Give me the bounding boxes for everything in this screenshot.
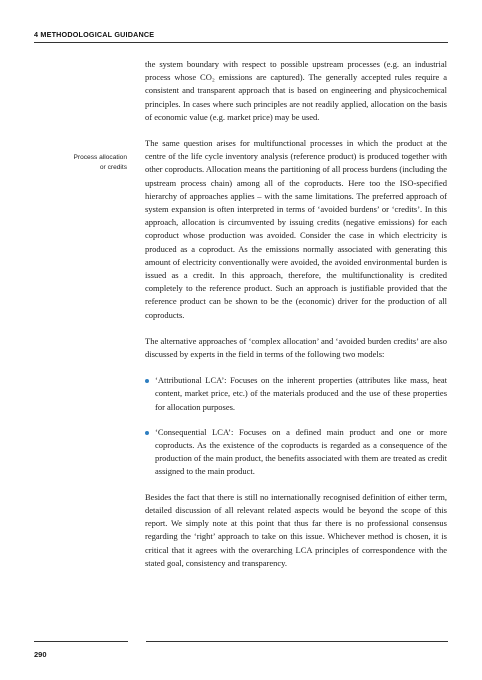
- list-item-text: ‘Consequential LCA’: Focuses on a defined main product and one or more coproducts. As the existence of the coproducts is regarded as a consequence of the production of the main product, the benefits associated with them are treated as credit assigned to the main product.: [155, 426, 447, 477]
- page-number: 290: [34, 650, 47, 659]
- paragraph-4: Besides the fact that there is still no internationally recognised definition of either term, detailed discussion of all relevant related aspects would be beyond the scope of this report. We simply note at this point that thus far there is no professional consensus regarding the ‘right’ approach to take on this issue. Whichever method is chosen, it is critical that it agrees with the overarching LCA principles of correspondence with the stated goal, consistency and transparency.: [145, 491, 447, 568]
- footer-rule-left: [34, 641, 128, 642]
- list-item: [145, 426, 447, 479]
- list-item: [145, 374, 447, 414]
- margin-note: [46, 153, 127, 173]
- bullet-icon: [145, 379, 149, 383]
- main-text-column: [145, 58, 447, 570]
- paragraph-1: the system boundary with respect to possible upstream processes (e.g. an industrial process whose CO₂ emissions are captured). The generally accepted rules require a consistent and transparent approach that is based on engineering and physicochemical principles. In cases where such principles are not readily applied, allocation on the basis of economic value (e.g. market price) may be used.: [145, 59, 447, 122]
- paragraph-3: The alternative approaches of ‘complex allocation’ and ‘avoided burden credits’ are also discussed by experts in the field in terms of the following two models:: [145, 335, 447, 360]
- header-rule-left: [34, 42, 146, 43]
- paragraph-2: The same question arises for multifunctional processes in which the product at the centre of the life cycle inventory analysis (reference product) is produced together with other coproducts. Allocation means the partitioning of all process burdens (including the upstream process chain) among all of the coproducts. Here too the ISO-specified hierarchy of approaches applies – with the same limitations. The preferred approach of system expansion is often interpreted in terms of ‘avoided burdens’ or ‘credits’. In this approach, allocation is circumvented by issuing credits (negative emissions) for each coproduct whose production was avoided. Consider the case in which electricity is produced as a coproduct. As the emissions normally associated with generating this amount of electricity conventionally were avoided, the avoided environmental burden is issued as a credit. In this approach, therefore, the multifunctionality is credited completely to the reference product. Such an approach is justifiable provided that the reference product can be shown to be the (economic) driver for the production of all coproducts.: [145, 138, 447, 320]
- margin-note-line-1: Process allocation: [73, 154, 127, 161]
- bullet-icon: [145, 431, 149, 435]
- list-item-text: ‘Attributional LCA’: Focuses on the inherent properties (attributes like mass, heat content, market price, etc.) of the materials produced and the use of these properties for allocation purposes.: [155, 375, 447, 412]
- margin-note-line-2: or credits: [99, 164, 127, 171]
- header-rule-right: [146, 42, 448, 43]
- chapter-header: 4 METHODOLOGICAL GUIDANCE: [34, 30, 155, 39]
- footer-rule-right: [146, 641, 448, 642]
- models-list: [145, 374, 447, 478]
